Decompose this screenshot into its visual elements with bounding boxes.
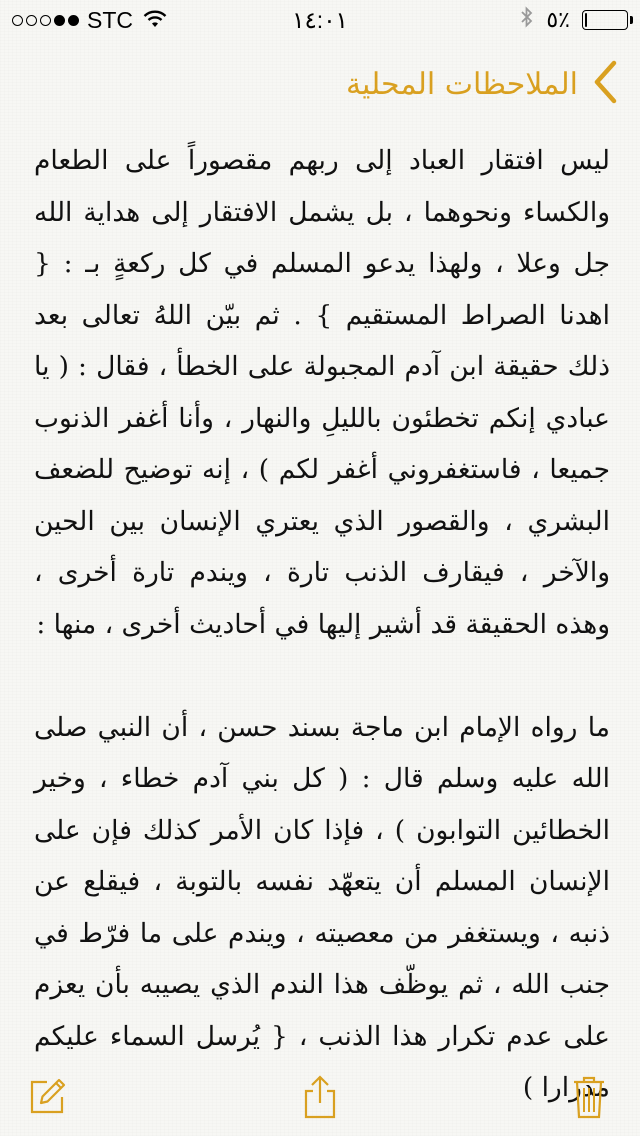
- delete-button[interactable]: [566, 1076, 612, 1122]
- status-bar: [0, 0, 640, 40]
- battery-percent: ٥٪: [546, 7, 570, 32]
- bluetooth-icon: [520, 6, 534, 34]
- status-right: [520, 7, 628, 33]
- paragraph-spacer: [34, 650, 610, 702]
- share-icon: [300, 1074, 340, 1124]
- compose-icon: [27, 1077, 67, 1121]
- note-paragraph: ليس افتقار العباد إلى ربهم مقصوراً على الطعام والكساء ونحوهما ، بل يشمل الافتقار إلى هداية الله جل وعلا ، ولهذا يدعو المسلم في كل ركعةٍ بـ : { اهدنا الصراط المستقيم } . ثم بيّن اللهُ تعالى بعد ذلك حقيقة ابن آدم المجبولة على الخطأ ، فقال : ( يا عبادي إنكم تخطئون بالليلِ والنهار ، وأنا أغفر الذنوب جميعا ، فاستغفروني أغفر لكم ) ، إنه توضيح للضعف البشري ، والقصور الذي يعتري الإنسان بين الحين والآخر ، فيقارف الذنب تارة ، ويندم تارة أخرى ، وهذه الحقيقة قد أشير إليها في أحاديث أخرى ، منها :: [34, 145, 610, 640]
- compose-button[interactable]: [24, 1076, 70, 1122]
- status-time: ١٤:٠١: [292, 7, 348, 33]
- share-button[interactable]: [297, 1076, 343, 1122]
- bottom-toolbar: [0, 1046, 640, 1136]
- battery-level: [585, 13, 587, 27]
- back-button[interactable]: [346, 60, 618, 108]
- trash-icon: [572, 1075, 606, 1123]
- chevron-left-icon: [592, 60, 618, 108]
- battery-icon: [582, 10, 628, 30]
- note-text[interactable]: [34, 135, 610, 1114]
- note-paragraph: ما رواه الإمام ابن ماجة بسند حسن ، أن النبي صلى الله عليه وسلم قال : ( كل بني آدم خطاء ، وخير الخطائين التوابون ) ، فإذا كان الأمر كذلك فإن على الإنسان المسلم أن يتعهّد نفسه بالتوبة ، فيقلع عن ذنبه ، ويستغفر من معصيته ، ويندم على ما فرّط في جنب الله ، ثم يوظّف هذا الندم الذي يصيبه بأن يعزم على عدم تكرار هذا الذنب ، { يُرسل السماء عليكم مدرارا ): [34, 711, 610, 1103]
- carrier-name: STC: [87, 6, 133, 33]
- back-button-label: الملاحظات المحلية: [345, 66, 578, 102]
